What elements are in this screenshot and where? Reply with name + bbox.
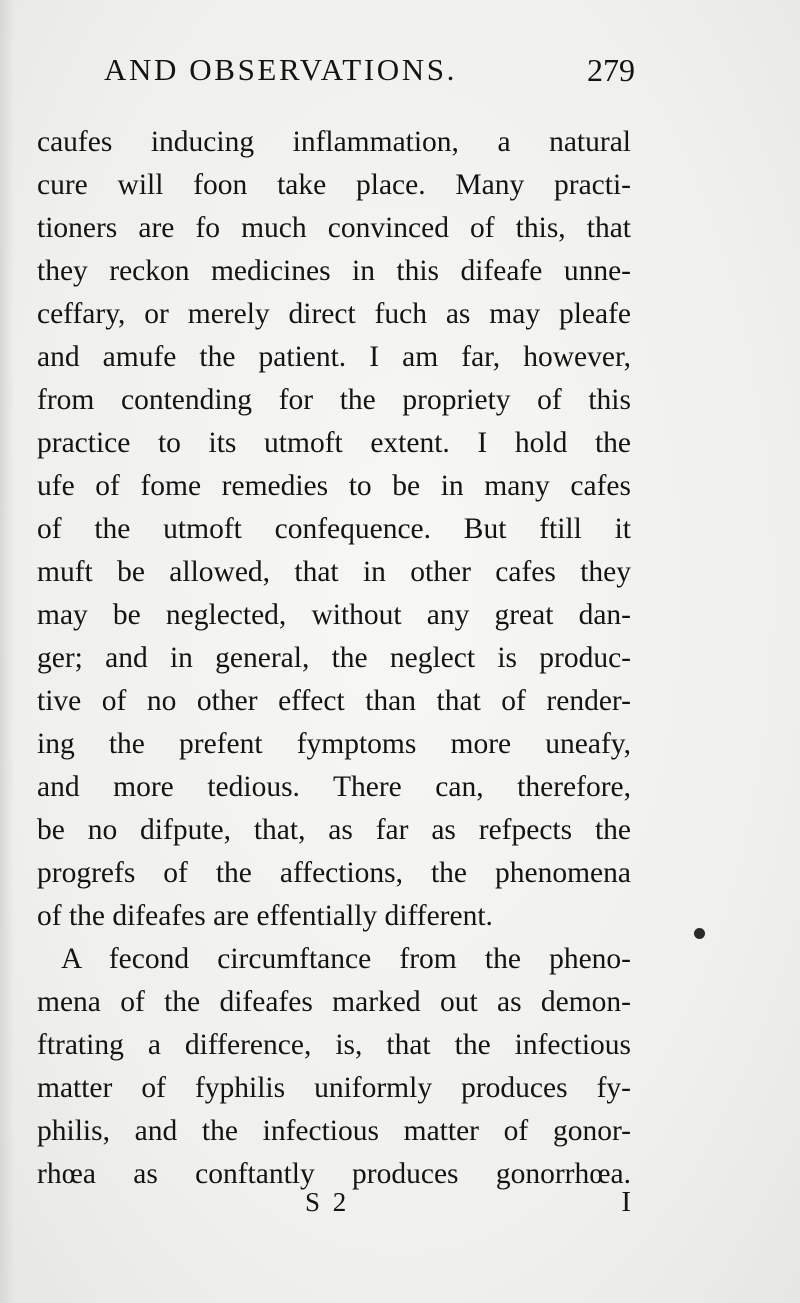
ink-speck: [694, 928, 705, 939]
page-footer: [37, 1182, 631, 1222]
text-line: tive of no other effect than that of render-: [37, 685, 631, 717]
text-line: rhœa as conftantly produces gonorrhœa.: [37, 1158, 631, 1190]
catchword: I: [621, 1186, 631, 1218]
text-line: progrefs of the affections, the phenomena: [37, 857, 631, 889]
text-line: ftrating a difference, is, that the infectious: [37, 1029, 631, 1061]
text-line: of the utmoft confequence. But ftill it: [37, 513, 631, 545]
text-line: and more tedious. There can, therefore,: [37, 771, 631, 803]
text-line: tioners are fo much convinced of this, that: [37, 212, 631, 244]
text-line: cure will foon take place. Many practi-: [37, 169, 631, 201]
text-line: be no difpute, that, as far as refpects the: [37, 814, 631, 846]
text-line: mena of the difeafes marked out as demon-: [37, 986, 631, 1018]
page-header: [100, 48, 635, 92]
text-line: caufes inducing inflammation, a natural: [37, 126, 631, 158]
text-line: ufe of fome remedies to be in many cafes: [37, 470, 631, 502]
text-line: ceffary, or merely direct fuch as may pleafe: [37, 298, 631, 330]
running-head: AND OBSERVATIONS.: [104, 52, 457, 87]
text-line: may be neglected, without any great dan-: [37, 599, 631, 631]
text-line: and amufe the patient. I am far, however,: [37, 341, 631, 373]
signature-mark: S 2: [305, 1187, 350, 1217]
text-line: ger; and in general, the neglect is produc-: [37, 642, 631, 674]
body-text: [37, 121, 631, 1196]
text-line: muft be allowed, that in other cafes they: [37, 556, 631, 588]
text-line: matter of fyphilis uniformly produces fy-: [37, 1072, 631, 1104]
text-line: ing the prefent fymptoms more uneafy,: [37, 728, 631, 760]
paragraph-start-line: A fecond circumftance from the pheno-: [61, 943, 631, 975]
text-line: philis, and the infectious matter of gonor-: [37, 1115, 631, 1147]
text-line: of the difeafes are effentially different.: [37, 900, 493, 932]
page-gutter-shadow: [0, 0, 14, 1303]
page-number: 279: [587, 52, 635, 88]
text-line: from contending for the propriety of this: [37, 384, 631, 416]
text-line: they reckon medicines in this difeafe unne-: [37, 255, 631, 287]
text-line: practice to its utmoft extent. I hold the: [37, 427, 631, 459]
